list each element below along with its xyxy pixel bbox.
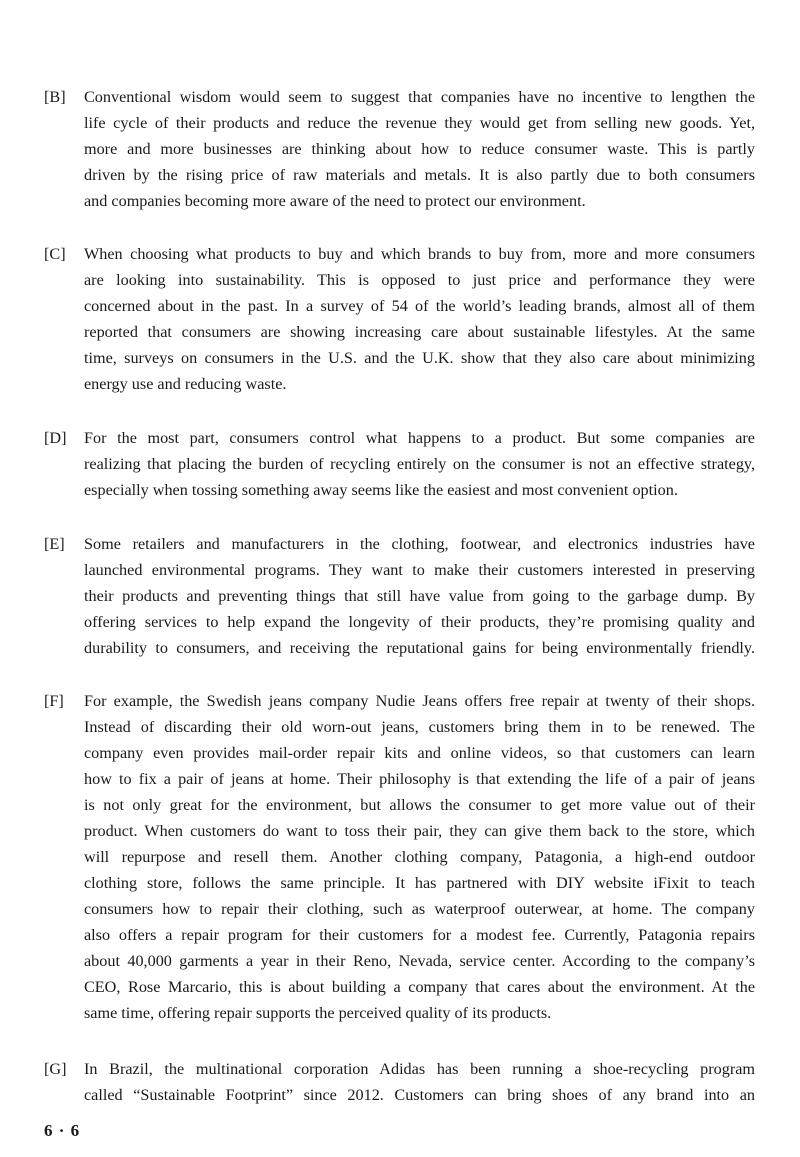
paragraph-marker: [D] (44, 429, 67, 447)
paragraph-marker: [G] (44, 1060, 67, 1078)
paragraph-line: [G] In Brazil, the multinational corporation Adidas has been running a shoe-recycling program (44, 1060, 755, 1078)
paragraph-line: [D] For the most part, consumers control what happens to a product. But some companies are (44, 429, 755, 447)
paragraph-line: reported that consumers are showing increasing care about sustainable lifestyles. At the same (84, 323, 755, 341)
paragraph-line: time, surveys on consumers in the U.S. and the U.K. show that they also care about minimizing (84, 349, 755, 367)
paragraph-marker: [F] (44, 692, 64, 710)
paragraph-line: [B] Conventional wisdom would seem to suggest that companies have no incentive to lengthen the (44, 88, 755, 106)
paragraph-marker: [C] (44, 245, 66, 263)
paragraph-line: especially when tossing something away seems like the easiest and most convenient option. (84, 481, 678, 499)
paragraph-b (44, 86, 755, 212)
paragraph-line: [C] When choosing what products to buy and which brands to buy from, more and more consumers (44, 245, 755, 263)
paragraph-line: will repurpose and resell them. Another clothing company, Patagonia, a high-end outdoor (84, 848, 755, 866)
paragraph-marker: [E] (44, 535, 65, 553)
paragraph-line: is not only great for the environment, but allows the consumer to get more value out of their (84, 796, 755, 814)
paragraph-line: their products and preventing things that still have value from going to the garbage dump. By (84, 587, 755, 605)
paragraph-line: consumers how to repair their clothing, such as waterproof outerwear, at home. The company (84, 900, 755, 918)
paragraph-line: company even provides mail-order repair kits and online videos, so that customers can learn (84, 744, 755, 762)
paragraph-g (44, 1058, 755, 1106)
paragraph-line: how to fix a pair of jeans at home. Their philosophy is that extending the life of a pair of jeans (84, 770, 755, 788)
paragraph-line: called “Sustainable Footprint” since 2012. Customers can bring shoes of any brand into an (84, 1086, 755, 1104)
paragraph-line: Instead of discarding their old worn-out jeans, customers bring them in to be renewed. The (84, 718, 755, 736)
paragraph-line: product. When customers do want to toss their pair, they can give them back to the store, which (84, 822, 755, 840)
paragraph-line: and companies becoming more aware of the need to protect our environment. (84, 192, 586, 210)
paragraph-line: also offers a repair program for their customers for a modest fee. Currently, Patagonia repairs (84, 926, 755, 944)
paragraph-line: life cycle of their products and reduce the revenue they would get from selling new goods. Yet, (84, 114, 755, 132)
paragraph-line: [E] Some retailers and manufacturers in the clothing, footwear, and electronics industries have (44, 535, 755, 553)
paragraph-f (44, 690, 755, 1024)
paragraph-line: [F] For example, the Swedish jeans company Nudie Jeans offers free repair at twenty of their shops. (44, 692, 755, 710)
paragraph-line: concerned about in the past. In a survey of 54 of the world’s leading brands, almost all of them (84, 297, 755, 315)
paragraph-line: more and more businesses are thinking about how to reduce consumer waste. This is partly (84, 140, 755, 158)
paragraph-line: are looking into sustainability. This is opposed to just price and performance they were (84, 271, 755, 289)
paragraph-line: offering services to help expand the longevity of their products, they’re promising quality and (84, 613, 755, 631)
paragraph-line: realizing that placing the burden of recycling entirely on the consumer is not an effective strategy, (84, 455, 755, 473)
paragraph-line: same time, offering repair supports the perceived quality of its products. (84, 1004, 552, 1022)
paragraph-line: CEO, Rose Marcario, this is about building a company that cares about the environment. At the (84, 978, 755, 996)
paragraph-line: about 40,000 garments a year in their Reno, Nevada, service center. According to the company’s (84, 952, 755, 970)
paragraph-d (44, 427, 755, 501)
paragraph-line: launched environmental programs. They want to make their customers interested in preserving (84, 561, 755, 579)
paragraph-line: clothing store, follows the same principle. It has partnered with DIY website iFixit to teach (84, 874, 755, 892)
paragraph-line: durability to consumers, and receiving the reputational gains for being environmentally friendly. (84, 639, 755, 657)
paragraph-line: energy use and reducing waste. (84, 375, 287, 393)
paragraph-marker: [B] (44, 88, 66, 106)
paragraph-line: driven by the rising price of raw materials and metals. It is also partly due to both consumers (84, 166, 755, 184)
page-number: 6 · 6 (44, 1121, 81, 1140)
paragraph-c (44, 243, 755, 395)
paragraph-e (44, 533, 755, 659)
